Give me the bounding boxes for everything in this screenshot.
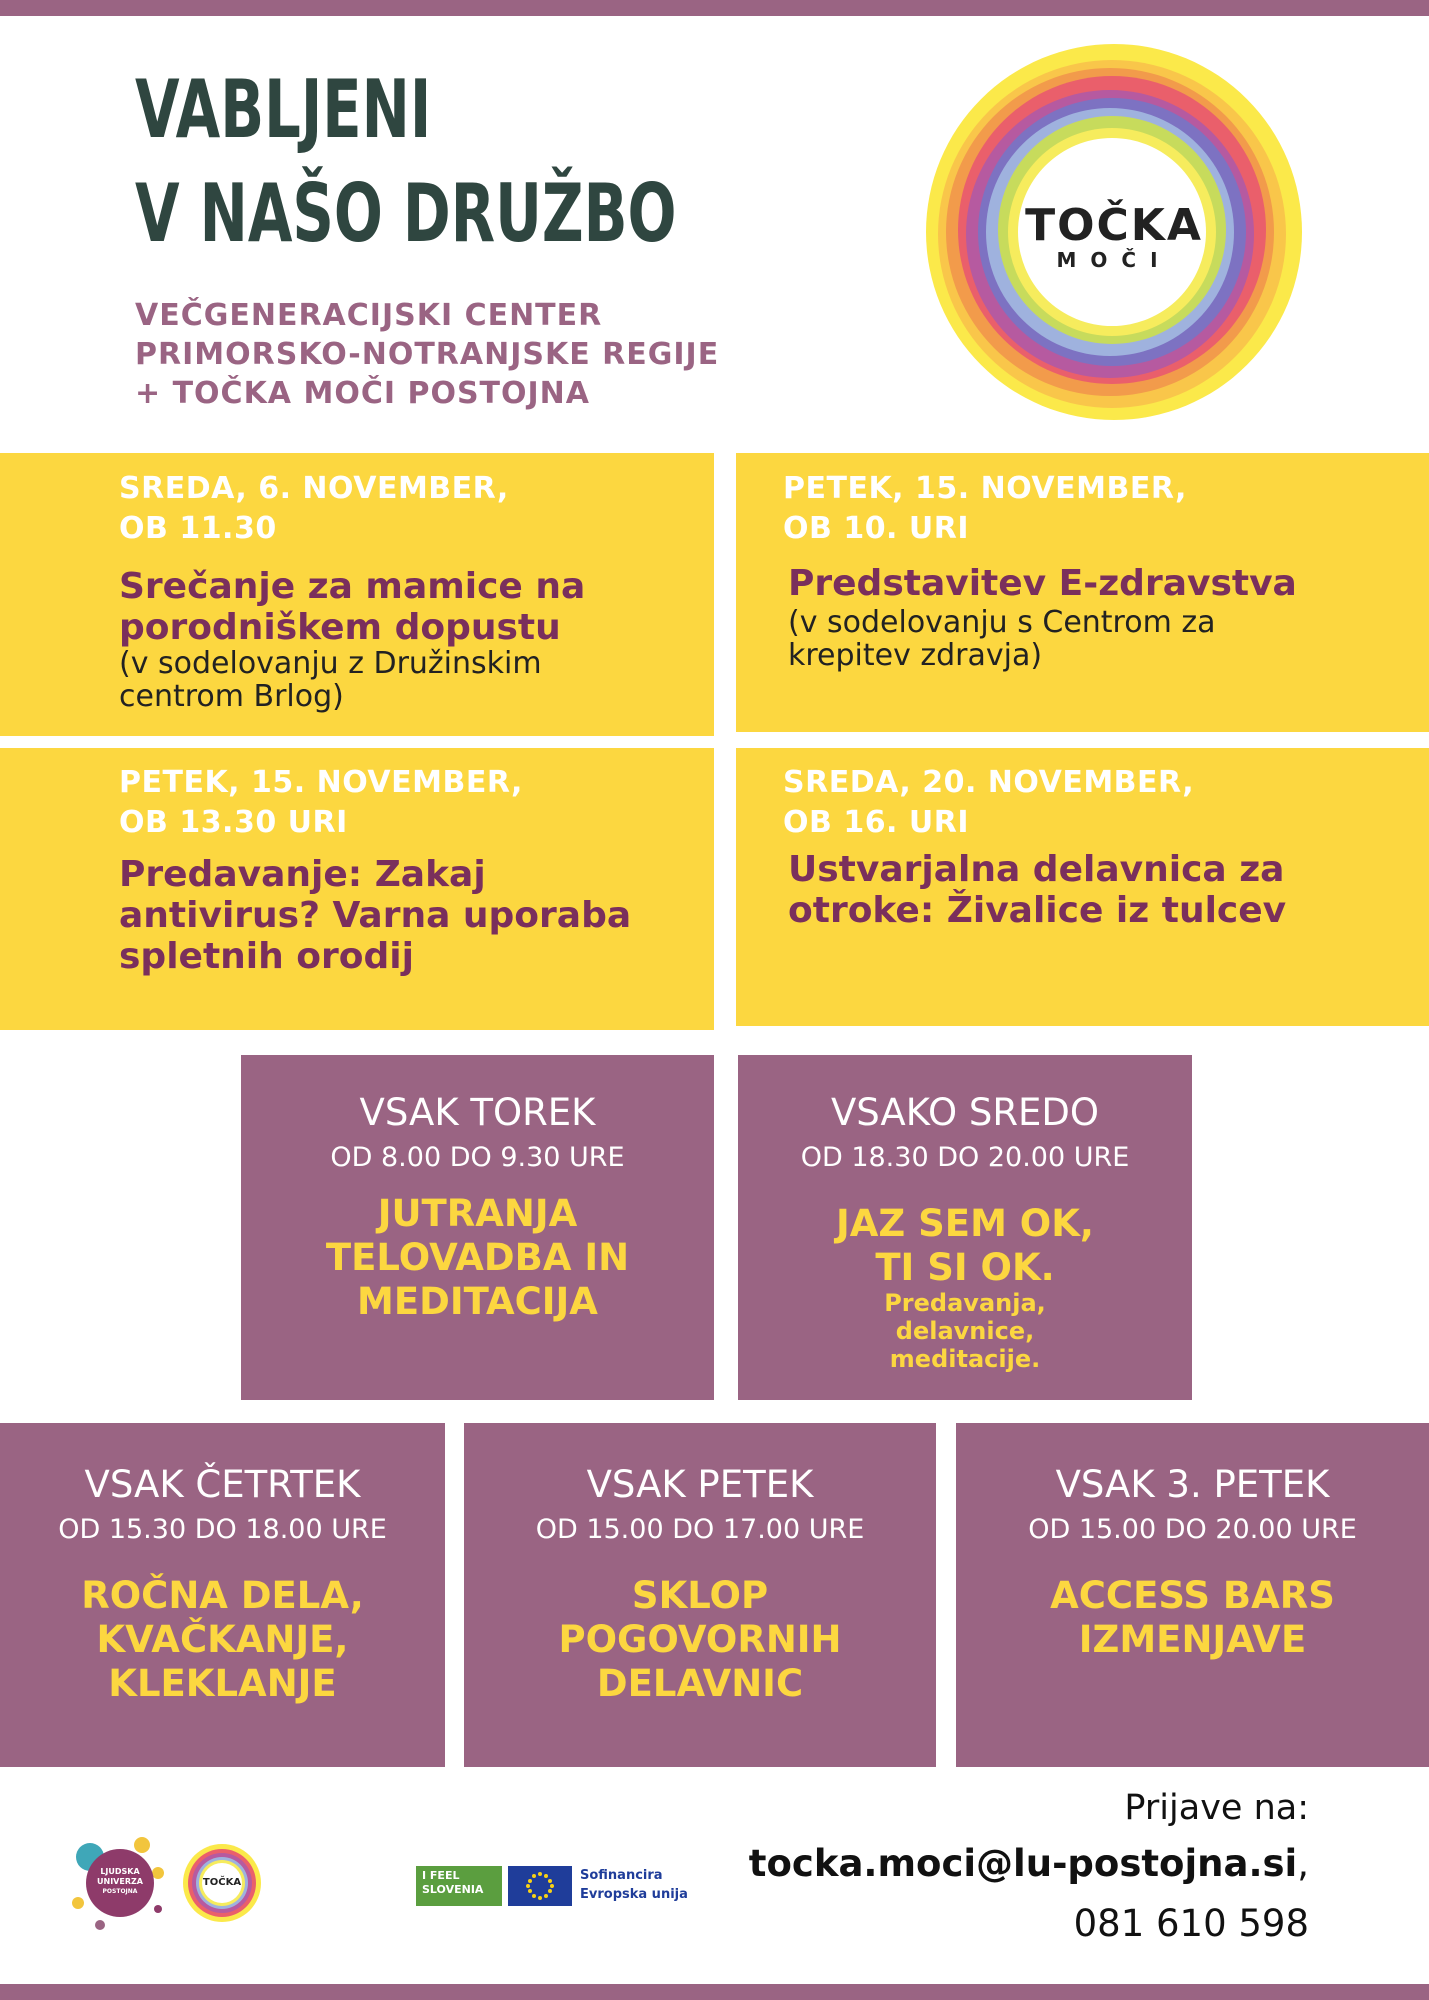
- tocka-small-name: TOČKA: [202, 1877, 242, 1888]
- weekly-card: [956, 1423, 1429, 1767]
- bottom-border: [0, 1984, 1429, 2000]
- weekly-day: VSAK ČETRTEK: [84, 1463, 361, 1506]
- weekly-activity: SKLOP POGOVORNIH DELAVNIC: [558, 1574, 842, 1705]
- event-date: SREDA, 6. NOVEMBER, OB 11.30: [119, 471, 509, 546]
- weekly-day: VSAK PETEK: [586, 1463, 814, 1506]
- page-title: VABLJENI V NAŠO DRUŽBO: [135, 63, 677, 260]
- weekly-activity: JUTRANJA TELOVADBA IN MEDITACIJA: [325, 1192, 630, 1323]
- ljudska-univerza-logo: [70, 1833, 170, 1933]
- lu-line1: LJUDSKA: [100, 1867, 140, 1876]
- weekly-card: [738, 1055, 1192, 1400]
- weekly-day: VSAK TOREK: [359, 1091, 596, 1134]
- weekly-card: [241, 1055, 714, 1400]
- contact-phone[interactable]: 081 610 598: [1073, 1902, 1309, 1945]
- i-feel-slovenia-logo: I FEEL SLOVENIA: [416, 1866, 502, 1906]
- contact-email-line: [749, 1842, 1309, 1885]
- event-date: SREDA, 20. NOVEMBER, OB 16. URI: [783, 765, 1195, 840]
- weekly-time: OD 15.30 DO 18.00 URE: [58, 1514, 387, 1545]
- contact-email[interactable]: tocka.moci@lu-postojna.si: [748, 1842, 1298, 1885]
- weekly-activity: JAZ SEM OK, TI SI OK.: [836, 1202, 1094, 1289]
- lu-line3: POSTOJNA: [102, 1888, 138, 1895]
- event-card: [0, 748, 714, 1030]
- event-title: Ustvarjalna delavnica za otroke: Živalice iz tulcev: [788, 849, 1287, 931]
- event-date: PETEK, 15. NOVEMBER, OB 13.30 URI: [119, 765, 523, 840]
- weekly-time: OD 18.30 DO 20.00 URE: [800, 1142, 1130, 1173]
- tocka-moci-small-logo: [182, 1843, 262, 1923]
- event-title: Srečanje za mamice na porodniškem dopustu: [119, 566, 586, 648]
- event-title: Predstavitev E-zdravstva: [788, 563, 1297, 604]
- weekly-day: VSAKO SREDO: [830, 1091, 1100, 1134]
- eu-cofinanced-text: Sofinancira Evropska unija: [580, 1868, 688, 1902]
- event-date: PETEK, 15. NOVEMBER, OB 10. URI: [783, 471, 1187, 546]
- event-card: [0, 453, 714, 736]
- weekly-time: OD 15.00 DO 17.00 URE: [535, 1514, 865, 1545]
- weekly-note: Predavanja, delavnice, meditacije.: [884, 1289, 1046, 1373]
- event-note: (v sodelovanju s Centrom za krepitev zdravja): [788, 605, 1216, 673]
- logo-sub: MOČI: [1056, 248, 1172, 272]
- weekly-day: VSAK 3. PETEK: [1055, 1463, 1330, 1506]
- weekly-time: OD 8.00 DO 9.30 URE: [330, 1142, 625, 1173]
- event-card: [736, 453, 1429, 732]
- tocka-moci-logo: [922, 40, 1306, 424]
- eu-flag-icon: [508, 1866, 572, 1906]
- event-title: Predavanje: Zakaj antivirus? Varna uporaba spletnih orodij: [119, 854, 632, 977]
- weekly-card: [464, 1423, 936, 1767]
- weekly-time: OD 15.00 DO 20.00 URE: [1028, 1514, 1357, 1545]
- weekly-activity: ACCESS BARS IZMENJAVE: [1050, 1574, 1335, 1661]
- page-subtitle: VEČGENERACIJSKI CENTER PRIMORSKO-NOTRANJSKE REGIJE + TOČKA MOČI POSTOJNA: [135, 298, 720, 411]
- logo-name: TOČKA: [1025, 200, 1203, 251]
- top-border: [0, 0, 1429, 16]
- weekly-activity: ROČNA DELA, KVAČKANJE, KLEKLANJE: [81, 1574, 364, 1705]
- email-comma: ,: [1297, 1842, 1309, 1885]
- weekly-card: [0, 1423, 445, 1767]
- lu-line2: UNIVERZA: [97, 1877, 143, 1886]
- event-card: [736, 748, 1429, 1026]
- registration-label: Prijave na:: [1124, 1788, 1309, 1828]
- event-note: (v sodelovanju z Družinskim centrom Brlog): [119, 646, 542, 714]
